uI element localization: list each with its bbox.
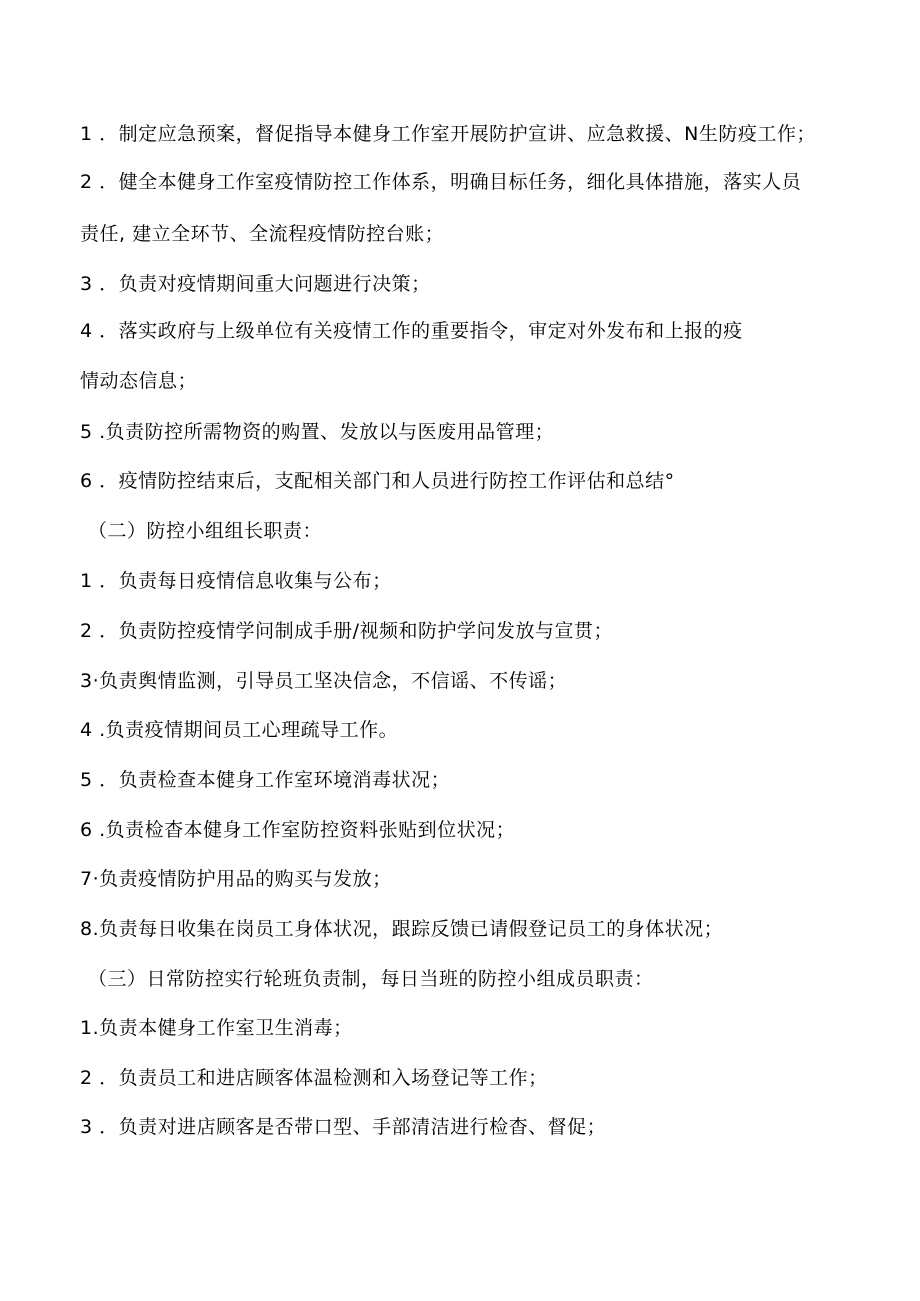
text-line: 5 .负责防控所需物资的购置、发放以与医废用品管理； — [80, 421, 555, 443]
text-line: 3·负责舆情监测，引导员工坚决信念，不信谣、不传谣； — [80, 670, 568, 692]
text-line: 2 ．负责防控疫情学问制成手册/视频和防护学问发放与宣贯； — [80, 620, 614, 642]
text-line: 2 ．健全本健身工作室疫情防控工作体系，明确目标任务，细化具体措施，落实人员 — [80, 171, 802, 193]
section-heading: （二）防控小组组长职责： — [88, 520, 323, 542]
text-line: 责任, 建立全环节、全流程疫情防控台账； — [80, 223, 445, 245]
text-line: 2 ．负责员工和进店顾客体温检测和入场登记等工作； — [80, 1067, 548, 1089]
text-line: 3 ．负责对进店顾客是否带口型、手部清洁进行检杳、督促； — [80, 1116, 607, 1138]
text-line: 1.负责本健身工作室卫生消毒； — [80, 1017, 353, 1039]
text-line: 4 .负责疫情期间员工心理疏导工作。 — [80, 719, 399, 741]
text-line: 1 ．负责每日疫情信息收集与公布； — [80, 570, 392, 592]
text-line: 8.负责每日收集在岗员工身体状况，跟踪反馈已请假登记员工的身体状况； — [80, 918, 724, 940]
text-line: 3 ．负责对疫情期间重大问题进行决策； — [80, 273, 431, 295]
text-line: 6 ．疫情防控结束后，支配相关部门和人员进行防控工作评估和总结° — [80, 470, 675, 492]
text-line: 5 ．负责检查本健身工作室环境消毒状况； — [80, 769, 451, 791]
text-line: 6 .负责检杳本健身工作室防控资料张贴到位状况； — [80, 819, 516, 841]
text-line: 情动态信息； — [80, 370, 198, 392]
text-line: 7·负责疫情防护用品的购买与发放； — [80, 868, 392, 890]
text-line: 1 ．制定应急预案，督促指导本健身工作室开展防护宣讲、应急救援、N生防疫工作； — [80, 123, 816, 145]
section-heading: （三）日常防控实行轮班负责制，每日当班的防控小组成员职责： — [88, 968, 654, 990]
text-line: 4 ．落实政府与上级单位有关疫情工作的重要指令，审定对外发布和上报的疫 — [80, 320, 743, 342]
